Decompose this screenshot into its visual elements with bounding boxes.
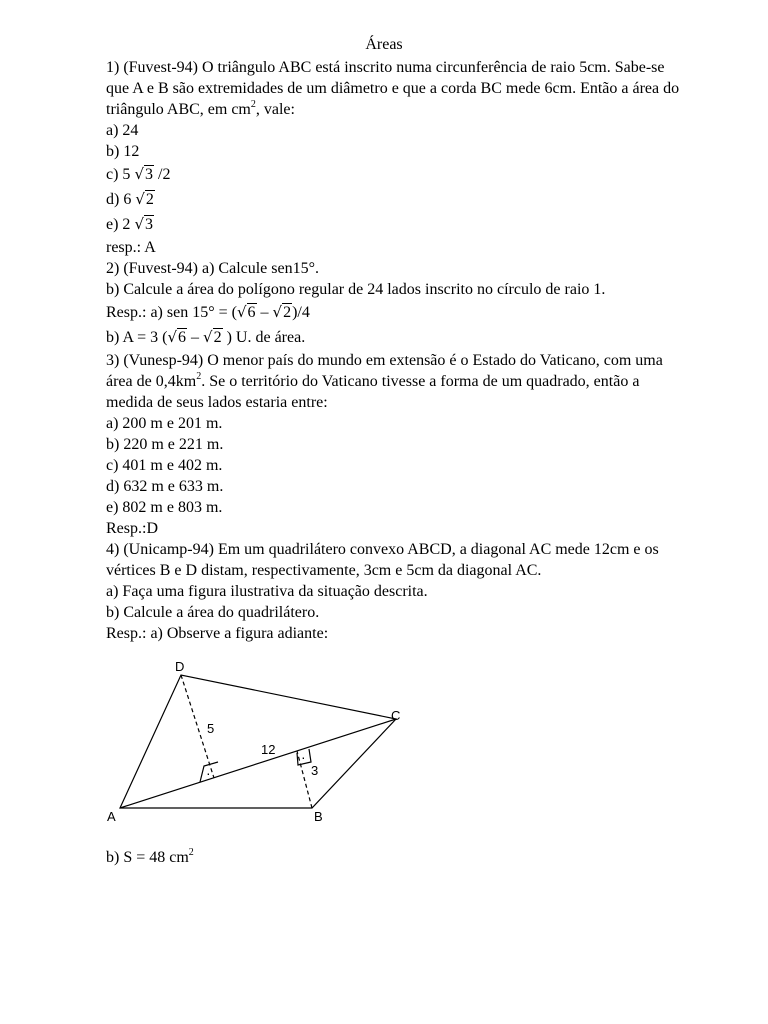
q3-line-2 [106, 371, 746, 392]
q4-line-3: a) Faça uma figura ilustrativa da situação descrita. [106, 583, 428, 600]
q2-response-b-minus: – [187, 329, 204, 346]
q1-option-b: b) 12 [106, 143, 140, 160]
q3-line-2-end: . Se o território do Vaticano tivesse a forma de um quadrado, então a [201, 373, 640, 390]
sqrt-symbol: √6 [167, 328, 187, 346]
page-title: Áreas [365, 36, 403, 53]
height-from-d [181, 675, 214, 778]
q2-response-a-pre: Resp.: a) sen 15° = ( [106, 304, 237, 321]
q2-response-a-radicand-2: 2 [283, 304, 292, 321]
q4-response-b [106, 847, 194, 868]
vertex-label-b: B [314, 809, 323, 824]
q2-response-a-post: )/4 [292, 304, 310, 321]
q1-line-3 [106, 99, 746, 120]
q1-line-2: que A e B são extremidades de um diâmetro e que a corda BC mede 6cm. Então a área do [106, 80, 680, 97]
vertex-label-c: C [391, 708, 401, 723]
q3-line-2-text: área de 0,4km [106, 373, 197, 390]
sqrt-symbol: √2 [135, 190, 154, 208]
q2-response-a [106, 300, 746, 325]
q4-line-1: 4) (Unicamp-94) Em um quadrilátero convexo ABCD, a diagonal AC mede 12cm e os [106, 541, 659, 558]
q4-line-2: vértices B e D distam, respectivamente, 3cm e 5cm da diagonal AC. [106, 562, 542, 579]
q1-option-c-post: /2 [154, 166, 171, 183]
q4-line-4: b) Calcule a área do quadrilátero. [106, 604, 320, 621]
q3-option-e: e) 802 m e 803 m. [106, 499, 223, 516]
q3-line-2-superscript: 2 [196, 370, 202, 382]
vertex-label-d: D [175, 659, 185, 674]
sqrt-symbol: √2 [203, 328, 222, 346]
right-angle-marker-b [297, 749, 311, 765]
q3-option-d: d) 632 m e 633 m. [106, 478, 224, 495]
diagonal-length-label: 12 [261, 742, 276, 757]
right-angle-marker-d [200, 762, 218, 782]
vertex-label-a: A [107, 809, 116, 824]
diagonal-ac [120, 719, 396, 808]
right-angle-dot-b: · [301, 749, 306, 765]
distance-b-label: 3 [311, 763, 319, 778]
q1-line-1: 1) (Fuvest-94) O triângulo ABC está inscrito numa circunferência de raio 5cm. Sabe-se [106, 59, 665, 76]
q2-response-b-pre: b) A = 3 ( [106, 329, 168, 346]
sqrt-symbol: √2 [272, 303, 292, 321]
q1-option-e [106, 212, 746, 237]
q3-option-b: b) 220 m e 221 m. [106, 436, 224, 453]
q4-response-b-superscript: 2 [188, 846, 194, 858]
q1-option-e-pre: e) 2 [106, 216, 131, 233]
q2-response-a-minus: – [256, 304, 273, 321]
q2-response-b-radicand-1: 6 [178, 329, 187, 346]
q1-option-c [106, 162, 746, 187]
q2-line-1: 2) (Fuvest-94) a) Calcule sen15°. [106, 260, 320, 277]
sqrt-symbol: √3 [134, 215, 153, 233]
sqrt-symbol: √6 [236, 303, 256, 321]
q1-option-a: a) 24 [106, 122, 139, 139]
q2-response-b-post: ) U. de área. [222, 329, 306, 346]
right-angle-dot-d: · [206, 765, 211, 781]
q3-line-3: medida de seus lados estaria entre: [106, 394, 328, 411]
q1-option-c-radicand: 3 [145, 166, 153, 183]
height-from-b [297, 751, 312, 808]
q3-option-c: c) 401 m e 402 m. [106, 457, 223, 474]
q1-option-d-pre: d) 6 [106, 191, 132, 208]
quadrilateral-outline [120, 675, 396, 808]
q4-response-b-text: b) S = 48 cm [106, 849, 189, 866]
q1-line-3-text: triângulo ABC, em cm [106, 101, 251, 118]
q2-response-b-radicand-2: 2 [213, 329, 222, 346]
sqrt-symbol: √3 [134, 165, 153, 183]
q1-option-e-radicand: 3 [145, 216, 153, 233]
q1-line-3-superscript: 2 [250, 98, 256, 110]
q3-response: Resp.:D [106, 520, 158, 537]
q2-line-2: b) Calcule a área do polígono regular de 24 lados inscrito no círculo de raio 1. [106, 281, 606, 298]
document-body [106, 57, 746, 644]
q3-option-a: a) 200 m e 201 m. [106, 415, 223, 432]
q1-response: resp.: A [106, 239, 156, 256]
q2-response-a-radicand-1: 6 [247, 304, 256, 321]
q1-option-c-pre: c) 5 [106, 166, 131, 183]
q4-line-5: Resp.: a) Observe a figura adiante: [106, 625, 329, 642]
q1-option-d [106, 187, 746, 212]
q1-option-d-radicand: 2 [145, 191, 154, 208]
q1-line-3-end: , vale: [255, 101, 295, 118]
q2-response-b [106, 325, 746, 350]
q3-line-1: 3) (Vunesp-94) O menor país do mundo em extensão é o Estado do Vaticano, com uma [106, 352, 663, 369]
distance-d-label: 5 [207, 721, 215, 736]
